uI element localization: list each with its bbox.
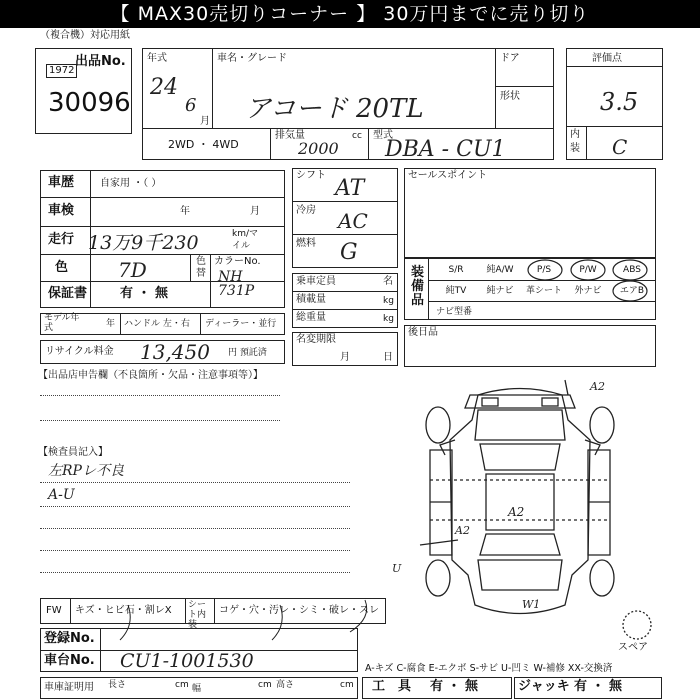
equip-alloy: 純A/W [486, 265, 514, 275]
chassis-label: 車台No. [44, 653, 95, 668]
equip-navi: 純ナビ [486, 286, 514, 296]
mileage-value: 13万9千230 [88, 232, 199, 254]
name-change-month: 月 [340, 352, 350, 363]
inspection-month: 月 [250, 206, 260, 217]
certificate-cm-1: cm [175, 680, 189, 690]
lot-label: 出品No. [75, 54, 126, 69]
color-value: 7D [118, 258, 147, 282]
shift-value: AT [335, 176, 365, 201]
displacement-label: 排気量 [275, 130, 305, 141]
color-no-value: NH 731P [218, 269, 255, 299]
fuel-value: G [340, 240, 358, 265]
equip-sr: S/R [448, 265, 464, 275]
certificate-label: 車庫証明用 [44, 682, 94, 693]
equipment-label: 装備品 [411, 265, 425, 308]
year-month-value: 6 [185, 95, 197, 116]
equip-airbag: エアB [619, 286, 645, 296]
drive-options: 2WD ・ 4WD [168, 138, 239, 151]
inspection-year: 年 [180, 206, 190, 217]
year-label: 年式 [147, 53, 167, 64]
fuel-label: 燃料 [296, 238, 316, 249]
certificate-cm-3: cm [340, 680, 354, 690]
equip-ext-navi: 外ナビ [574, 286, 602, 296]
header-note: （複合機）対応用紙 [40, 30, 130, 41]
damage-legend: A-キズ C-腐食 E-エクボ S-サビ U-凹ミ W-補修 XX-交換済 [365, 663, 613, 674]
lot-number: 30096 [48, 88, 131, 118]
history-value: 自家用 ・（ ） [100, 178, 162, 189]
recycle-value: 13,450 [140, 340, 210, 364]
aircon-label: 冷房 [296, 205, 316, 216]
mileage-label: 走行 [48, 232, 75, 247]
recycle-label: リサイクル料金 [45, 346, 114, 357]
seat-items: コゲ・穴・汚レ・シミ・破レ・スレ [219, 605, 379, 616]
damage-mark-roof: A2 [508, 505, 525, 519]
tools-label: 工 具 [372, 679, 412, 694]
name-change-day: 日 [383, 352, 393, 363]
lot-code: 1972 [46, 64, 77, 78]
color-change-label: 色替 [196, 256, 206, 279]
capacity-label: 乗車定員 [296, 276, 336, 287]
model-value: アコード 20TL [245, 94, 424, 124]
jack-value: 有 ・ 無 [574, 679, 623, 694]
registration-label: 登録No. [44, 631, 95, 646]
fw-label: FW [46, 605, 62, 616]
equip-tv: 純TV [445, 286, 467, 296]
damage-mark-left: A2 [455, 524, 470, 537]
damage-mark-front: A2 [590, 380, 605, 393]
spare-label: スペア [618, 642, 648, 653]
year-value: 24 [150, 75, 178, 100]
type-value: DBA - CU1 [385, 137, 506, 162]
name-change-label: 名変期限 [296, 334, 336, 345]
equip-leather: 革シート [525, 286, 562, 296]
handle-options: ハンドル 左・右 [124, 319, 190, 329]
sales-point-label: セールスポイント [408, 170, 488, 181]
inspector-note-1: 左RPレ不良 [48, 463, 124, 479]
shift-label: シフト [296, 170, 326, 181]
post-install-label: 後日品 [408, 327, 438, 338]
equip-ps: P/S [536, 265, 552, 275]
certificate-length: 長さ [108, 680, 127, 690]
type-label: 型式 [373, 130, 393, 141]
inspector-note-2: A-U [48, 487, 75, 503]
inner-value: C [612, 135, 628, 159]
displacement-value: 2000 [298, 139, 339, 158]
certificate-height: 高さ [276, 680, 295, 690]
shape-label: 形状 [500, 91, 520, 102]
load-label: 積載量 [296, 294, 326, 305]
damage-mark-rear: W1 [522, 598, 541, 611]
capacity-unit: 名 [383, 276, 393, 287]
color-no-label: カラーNo. [214, 256, 261, 267]
model-year-year: 年 [106, 319, 116, 329]
door-label: ドア [500, 53, 520, 64]
score-label: 評価点 [592, 53, 622, 64]
tools-value: 有 ・ 無 [430, 679, 479, 694]
mileage-unit: km/マイル [232, 229, 259, 251]
jack-label: ジャッキ [518, 679, 570, 694]
seller-notes-label: 【出品店申告欄（不良箇所・欠品・注意事項等）】 [38, 370, 263, 381]
banner: 【 MAX30売切りコーナー 】 30万円までに売り切り [0, 0, 700, 28]
certificate-cm-2: cm [258, 680, 272, 690]
load-unit: kg [383, 296, 394, 306]
warranty-value: 有 ・ 無 [120, 286, 169, 301]
damage-mark-dent: U [392, 562, 402, 575]
warranty-label: 保証書 [48, 286, 88, 301]
certificate-width: 幅 [192, 684, 202, 694]
equip-abs: ABS [623, 265, 641, 275]
year-month-unit: 月 [200, 116, 210, 127]
fw-items: キズ・ヒビ石・割レX [75, 605, 172, 616]
inspector-label: 【検査員記入】 [38, 447, 108, 458]
recycle-unit: 円 預託済 [228, 348, 267, 358]
seat-label: シート内装 [188, 600, 207, 630]
chassis-value: CU1-1001530 [120, 650, 254, 672]
displacement-unit: cc [352, 131, 362, 141]
navi-model-label: ナビ型番 [436, 307, 473, 317]
inner-label: 内装 [570, 129, 580, 154]
dealer-options: ディーラー・並行 [205, 319, 277, 329]
aircon-value: AC [338, 209, 368, 233]
color-label: 色 [55, 260, 69, 275]
model-year-label: モデル年式 [44, 313, 80, 333]
weight-unit: kg [383, 314, 394, 324]
equip-pw: P/W [579, 265, 597, 275]
weight-label: 総重量 [296, 312, 326, 323]
history-label: 車歴 [48, 175, 75, 190]
score-value: 3.5 [600, 88, 639, 116]
model-label: 車名・グレード [217, 53, 287, 64]
inspection-label: 車検 [48, 203, 75, 218]
